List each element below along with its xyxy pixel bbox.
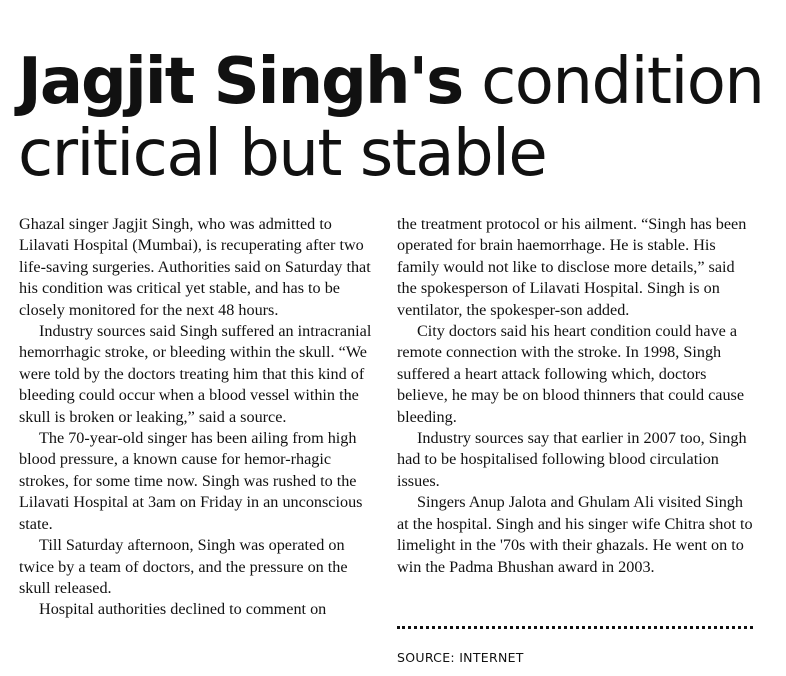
article-paragraph: Industry sources say that earlier in 2007 too, Singh had to be hospitalised following blood circulation issues. [397, 429, 747, 490]
article-paragraph: Singers Anup Jalota and Ghulam Ali visited Singh at the hospital. Singh and his singer wife Chitra shot to limelight in the '70s with their ghazals. He went on to win the Padma Bhushan award in 2003. [397, 493, 753, 576]
article-column-left [19, 214, 381, 621]
article-paragraph: the treatment protocol or his ailment. “Singh has been operated for brain haemorrhage. He is stable. His family would not like to disclose more details,” said the spokesperson of Lilavati Hospital. Singh is on ventilator, the spokesper-son added. [397, 215, 747, 319]
article-headline [18, 46, 778, 190]
source-credit: SOURCE: INTERNET [397, 650, 524, 665]
headline-bold-part: Jagjit Singh's [18, 45, 463, 119]
article-paragraph: Industry sources said Singh suffered an intracranial hemorrhagic stroke, or bleeding within the skull. “We were told by the doctors treating him that this kind of bleeding could occur when a blood vessel within the skull is broken or leaking,” said a source. [19, 322, 372, 426]
article-paragraph: Hospital authorities declined to comment on [39, 600, 327, 619]
article-paragraph: Ghazal singer Jagjit Singh, who was admitted to Lilavati Hospital (Mumbai), is recuperating after two life-saving surgeries. Authorities said on Saturday that his condition was critical yet stable, and has to be closely monitored for the next 48 hours. [19, 215, 371, 319]
article-paragraph: Till Saturday afternoon, Singh was operated on twice by a team of doctors, and the pressure on the skull released. [19, 536, 348, 597]
article-paragraph: City doctors said his heart condition could have a remote connection with the stroke. In 1998, Singh suffered a heart attack following which, doctors believe, he may be on blood thinners that could cause bleeding. [397, 322, 745, 426]
article-paragraph: The 70-year-old singer has been ailing from high blood pressure, a known cause for hemor-rhagic strokes, for some time now. Singh was rushed to the Lilavati Hospital at 3am on Friday in an unconscious state. [19, 429, 363, 533]
dotted-divider [397, 626, 753, 629]
headline-light-part: condition [462, 45, 764, 119]
article-column-right [397, 214, 757, 578]
headline-line-1 [18, 46, 778, 118]
headline-line-2: critical but stable [18, 117, 547, 191]
